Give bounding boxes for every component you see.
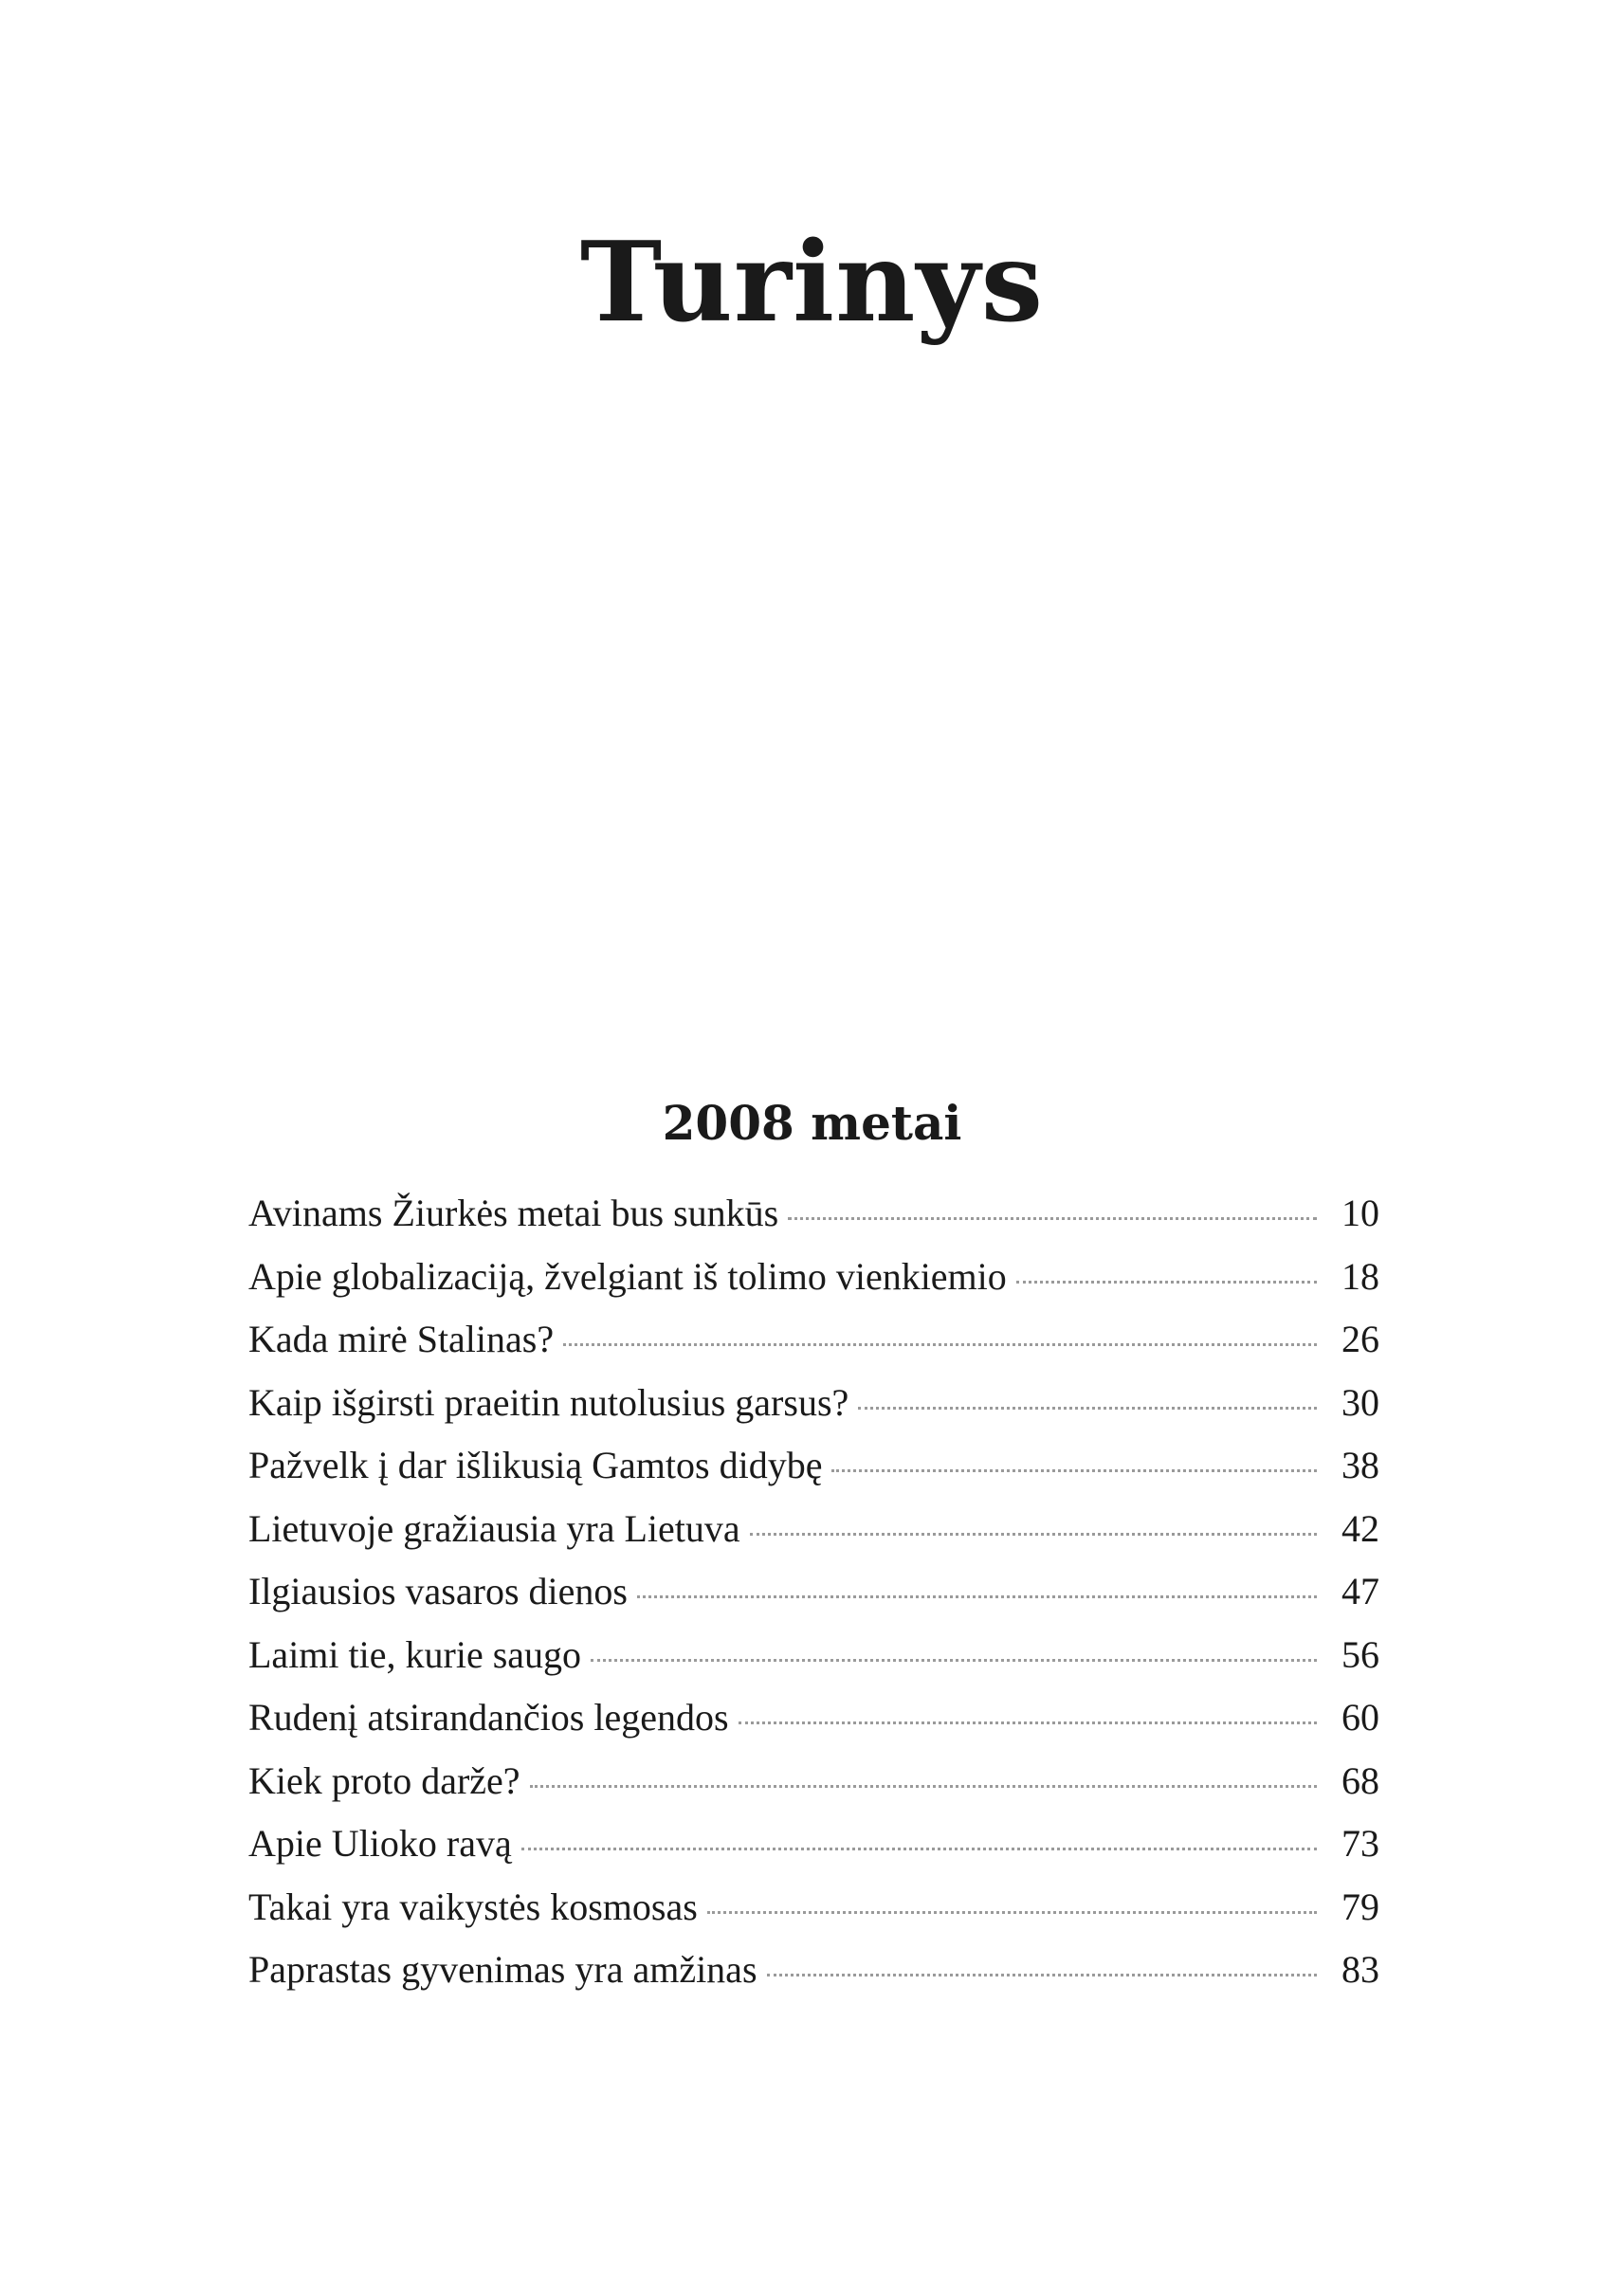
toc-entry xyxy=(248,1498,1379,1561)
toc-entry xyxy=(248,1560,1379,1624)
toc-entry-title: Avinams Žiurkės metai bus sunkūs xyxy=(248,1192,779,1234)
toc-entry-title: Kada mirė Stalinas? xyxy=(248,1318,555,1360)
dot-leader xyxy=(739,1721,1317,1724)
page-title: Turinys xyxy=(579,218,1045,347)
toc-entry xyxy=(248,1939,1379,2002)
toc-entry-page: 73 xyxy=(1341,1822,1379,1865)
toc-entry xyxy=(248,1182,1379,1246)
dot-leader xyxy=(591,1659,1317,1662)
dot-leader xyxy=(750,1533,1317,1536)
dot-leader xyxy=(831,1469,1317,1472)
toc-entry-title: Pažvelk į dar išlikusią Gamtos didybę xyxy=(248,1444,823,1486)
toc-entry-page: 10 xyxy=(1341,1192,1379,1234)
dot-leader xyxy=(788,1217,1317,1220)
dot-leader xyxy=(637,1595,1317,1598)
toc-entry xyxy=(248,1624,1379,1687)
toc-entry xyxy=(248,1372,1379,1435)
toc-entry xyxy=(248,1434,1379,1498)
toc-entry-page: 68 xyxy=(1341,1758,1379,1802)
dot-leader xyxy=(767,1974,1317,1976)
dot-leader xyxy=(530,1785,1317,1788)
toc-entry-page: 47 xyxy=(1341,1570,1379,1612)
toc-entry xyxy=(248,1750,1379,1813)
toc-entry-title: Kaip išgirsti praeitin nutolusius garsus? xyxy=(248,1380,849,1424)
dot-leader xyxy=(707,1911,1317,1914)
toc-entry-title: Rudenį atsirandančios legendos xyxy=(248,1696,729,1739)
dot-leader xyxy=(521,1848,1317,1850)
toc-entry-page: 30 xyxy=(1341,1380,1379,1424)
toc-entry xyxy=(248,1308,1379,1372)
toc-entry-page: 18 xyxy=(1341,1254,1379,1298)
dot-leader xyxy=(858,1407,1317,1410)
toc-entry-page: 38 xyxy=(1341,1444,1379,1486)
dot-leader xyxy=(563,1343,1317,1346)
toc-entry-page: 83 xyxy=(1341,1948,1379,1991)
dot-leader xyxy=(1016,1281,1317,1284)
toc-entry-title: Ilgiausios vasaros dienos xyxy=(248,1570,628,1612)
toc-entry-title: Takai yra vaikystės kosmosas xyxy=(248,1885,698,1928)
toc-entry xyxy=(248,1686,1379,1750)
toc-entry-title: Paprastas gyvenimas yra amžinas xyxy=(248,1948,757,1991)
toc-entry-page: 26 xyxy=(1341,1318,1379,1360)
toc-entry xyxy=(248,1876,1379,1940)
toc-entry xyxy=(248,1246,1379,1309)
toc-entry-page: 42 xyxy=(1341,1506,1379,1550)
toc-entry-title: Lietuvoje gražiausia yra Lietuva xyxy=(248,1506,740,1550)
toc-entry-title: Apie Ulioko ravą xyxy=(248,1822,512,1865)
toc-entry-title: Kiek proto darže? xyxy=(248,1758,520,1802)
toc-entry-title: Laimi tie, kurie saugo xyxy=(248,1632,582,1676)
section-title: 2008 metai xyxy=(662,1095,962,1151)
toc-entry-page: 56 xyxy=(1341,1632,1379,1676)
toc-entry-title: Apie globalizaciją, žvelgiant iš tolimo vienkiemio xyxy=(248,1254,1007,1298)
toc-entry-page: 79 xyxy=(1341,1885,1379,1928)
toc-entry xyxy=(248,1812,1379,1876)
toc-entry-page: 60 xyxy=(1341,1696,1379,1739)
table-of-contents xyxy=(248,1182,1379,2002)
